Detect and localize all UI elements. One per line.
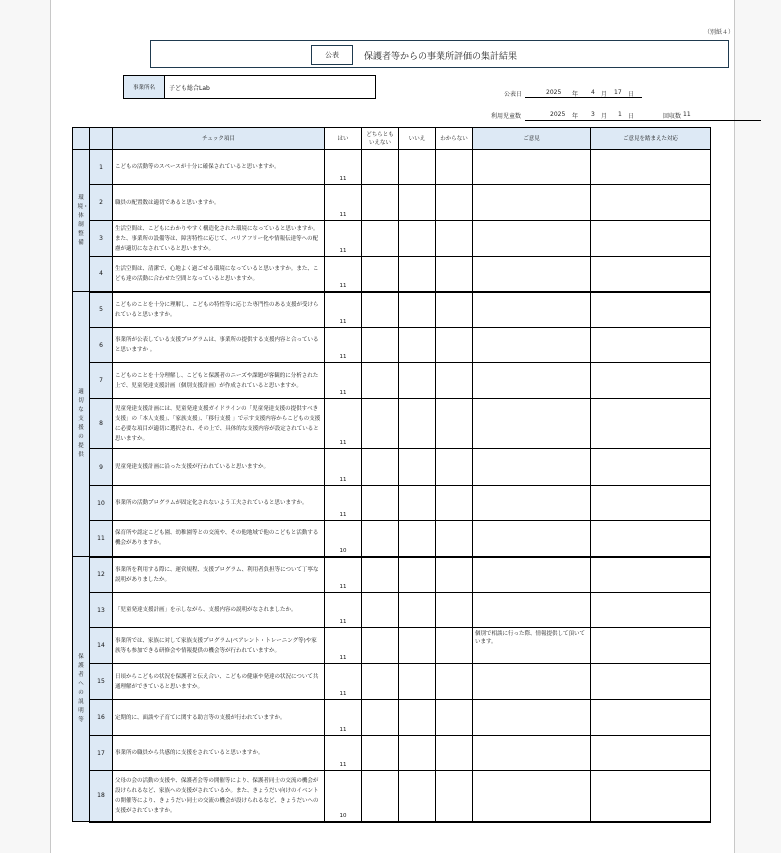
opinion-cell — [473, 221, 591, 257]
unknown-count — [436, 628, 473, 664]
users-count-underline — [525, 120, 761, 121]
office-label: 事業所名 — [124, 76, 165, 98]
yes-count: 11 — [325, 257, 362, 292]
row-number: 14 — [90, 628, 113, 664]
unknown-count — [436, 736, 473, 771]
neutral-count — [362, 185, 399, 221]
users-count-year: 2025 — [550, 111, 566, 118]
yes-count: 11 — [325, 185, 362, 221]
no-count — [399, 664, 436, 700]
no-count — [399, 486, 436, 521]
header-number — [90, 128, 113, 150]
opinion-cell — [473, 399, 591, 449]
response-cell — [591, 257, 711, 292]
unknown-count — [436, 486, 473, 521]
no-count — [399, 736, 436, 771]
check-item: 事業所では、家族に対して家族支援プログラム(ペアレント・トレーニング等)や家族等も参加できる研修会や情報提供の機会等が行われていますか。 — [113, 628, 325, 664]
users-count-month-unit: 月 — [601, 113, 608, 120]
table-row — [73, 150, 711, 185]
yes-count: 11 — [325, 449, 362, 486]
opinion-cell — [473, 257, 591, 292]
row-number: 6 — [90, 328, 113, 363]
users-count-year-unit: 年 — [572, 113, 579, 120]
response-cell — [591, 399, 711, 449]
neutral-count — [362, 150, 399, 185]
publish-date-year: 2025 — [546, 89, 562, 96]
yes-count: 11 — [325, 557, 362, 593]
row-number: 13 — [90, 593, 113, 628]
row-number: 7 — [90, 363, 113, 399]
opinion-cell — [473, 363, 591, 399]
response-cell — [591, 771, 711, 822]
neutral-count — [362, 363, 399, 399]
neutral-count — [362, 628, 399, 664]
table-row — [73, 399, 711, 449]
header-category — [73, 128, 90, 150]
neutral-count — [362, 593, 399, 628]
opinion-cell: 個別で相談に行った際、情報提供して頂いています。 — [473, 628, 591, 664]
no-count — [399, 292, 436, 328]
table-row — [73, 185, 711, 221]
unknown-count — [436, 328, 473, 363]
category-cell — [73, 557, 90, 822]
opinion-cell — [473, 593, 591, 628]
row-number: 9 — [90, 449, 113, 486]
response-cell — [591, 449, 711, 486]
neutral-count — [362, 664, 399, 700]
row-number: 2 — [90, 185, 113, 221]
header-neutral-line1: どちらとも — [366, 131, 394, 138]
publish-date-month-unit: 月 — [601, 91, 608, 98]
yes-count: 11 — [325, 150, 362, 185]
no-count — [399, 363, 436, 399]
response-cell — [591, 292, 711, 328]
table-row — [73, 664, 711, 700]
row-number: 17 — [90, 736, 113, 771]
response-cell — [591, 328, 711, 363]
check-item: こどものことを十分に理解し、こどもの特性等に応じた専門性のある支援が受けられていると思いますか。 — [113, 292, 325, 328]
no-count — [399, 593, 436, 628]
category-label: 保護者への説明等 — [78, 654, 84, 723]
row-number: 4 — [90, 257, 113, 292]
check-item: 児童発達支援計画には、児童発達支援ガイドラインの「児童発達支援の提供すべき支援」の「本人支援」、「家族支援」、「移行支援 」で示す支援内容からこどもの支援に必要な項目が適切に選択され、その上で、具体的な支援内容が設定されていると思いますか。 — [113, 399, 325, 449]
category-cell — [73, 150, 90, 292]
header-opinion: ご意見 — [473, 128, 591, 150]
unknown-count — [436, 521, 473, 557]
neutral-count — [362, 328, 399, 363]
opinion-cell — [473, 771, 591, 822]
responses-count: 11 — [683, 111, 691, 118]
check-item: 父母の会の活動の支援や、保護者会等の開催等により、保護者同士の交流の機会が設けられるなど、家族への支援がされているか。また、きょうだい向けのイベントの開催等により、きょうだい同士の交流の機会が設けられるなど、きょうだいへの支援がされていますか。 — [113, 771, 325, 822]
check-item: 事業所を利用する際に、運営規程、支援プログラム、利用者負担等について丁寧な説明がありましたか。 — [113, 557, 325, 593]
publish-date-underline — [525, 97, 642, 98]
opinion-cell — [473, 664, 591, 700]
opinion-cell — [473, 449, 591, 486]
no-count — [399, 521, 436, 557]
neutral-count — [362, 449, 399, 486]
neutral-count — [362, 257, 399, 292]
opinion-cell — [473, 486, 591, 521]
neutral-count — [362, 557, 399, 593]
response-cell — [591, 150, 711, 185]
row-number: 18 — [90, 771, 113, 822]
check-item: こどもの活動等のスペースが十分に確保されていると思いますか。 — [113, 150, 325, 185]
table-row — [73, 736, 711, 771]
yes-count: 11 — [325, 628, 362, 664]
no-count — [399, 557, 436, 593]
row-number: 5 — [90, 292, 113, 328]
check-item: 定期的に、面談や子育てに関する助言等の支援が行われていますか。 — [113, 700, 325, 736]
row-number: 11 — [90, 521, 113, 557]
check-item: 生活空間は、こどもにわかりやすく構造化された環境になっていると思いますか。また、事業所の設備等は、障害特性に応じて、バリアフリー化や情報伝達等への配慮が適切になされていると思いますか。 — [113, 221, 325, 257]
row-number: 15 — [90, 664, 113, 700]
response-cell — [591, 593, 711, 628]
table-row — [73, 593, 711, 628]
no-count — [399, 700, 436, 736]
no-count — [399, 150, 436, 185]
table-row — [73, 449, 711, 486]
table-row — [73, 328, 711, 363]
no-count — [399, 221, 436, 257]
check-item: 事業所の職員から共感的に支援をされていると思いますか。 — [113, 736, 325, 771]
table-row — [73, 292, 711, 328]
table-row — [73, 221, 711, 257]
opinion-cell — [473, 700, 591, 736]
check-item: 「児童発達支援計画」を示しながら、支援内容の説明がなされましたか。 — [113, 593, 325, 628]
document-title: 保護者等からの事業所評価の集計結果 — [364, 52, 518, 62]
no-count — [399, 399, 436, 449]
unknown-count — [436, 363, 473, 399]
unknown-count — [436, 593, 473, 628]
users-count-month: 3 — [591, 111, 595, 118]
users-count-day-unit: 日 — [628, 113, 635, 120]
check-item: 事業所の活動プログラムが固定化されないよう工夫されていると思いますか。 — [113, 486, 325, 521]
publish-date-day-unit: 日 — [628, 91, 635, 98]
opinion-cell — [473, 521, 591, 557]
response-cell — [591, 557, 711, 593]
neutral-count — [362, 700, 399, 736]
unknown-count — [436, 257, 473, 292]
row-number: 3 — [90, 221, 113, 257]
table-row — [73, 486, 711, 521]
header-no: いいえ — [399, 128, 436, 150]
neutral-count — [362, 292, 399, 328]
response-cell — [591, 700, 711, 736]
category-label: 環境・体制整備 — [77, 194, 89, 246]
responses-label: 回収数 — [663, 113, 682, 120]
yes-count: 11 — [325, 736, 362, 771]
check-item: 保育所や認定こども園、幼稚園等との交流や、その他地域で他のこどもと活動する機会がありますか。 — [113, 521, 325, 557]
no-count — [399, 185, 436, 221]
users-count-day: 1 — [618, 111, 622, 118]
header-neutral — [362, 128, 399, 150]
neutral-count — [362, 736, 399, 771]
response-cell — [591, 221, 711, 257]
no-count — [399, 328, 436, 363]
yes-count: 11 — [325, 363, 362, 399]
yes-count: 11 — [325, 292, 362, 328]
unknown-count — [436, 150, 473, 185]
check-item: 日頃からこどもの状況を保護者と伝え合い、こどもの健康や発達の状況について共通理解ができていると思いますか。 — [113, 664, 325, 700]
yes-count: 11 — [325, 221, 362, 257]
no-count — [399, 628, 436, 664]
table-row — [73, 628, 711, 664]
response-cell — [591, 486, 711, 521]
neutral-count — [362, 399, 399, 449]
response-cell — [591, 521, 711, 557]
row-number: 10 — [90, 486, 113, 521]
table-row — [73, 363, 711, 399]
opinion-cell — [473, 292, 591, 328]
public-badge: 公表 — [311, 45, 353, 65]
unknown-count — [436, 557, 473, 593]
unknown-count — [436, 185, 473, 221]
yes-count: 11 — [325, 593, 362, 628]
yes-count: 11 — [325, 399, 362, 449]
yes-count: 11 — [325, 328, 362, 363]
office-name: 子ども総合Lab — [169, 84, 210, 92]
unknown-count — [436, 771, 473, 822]
publish-date-month: 4 — [591, 89, 595, 96]
unknown-count — [436, 221, 473, 257]
check-item: 職員の配置数は適切であると思いますか。 — [113, 185, 325, 221]
unknown-count — [436, 399, 473, 449]
row-number: 8 — [90, 399, 113, 449]
neutral-count — [362, 221, 399, 257]
opinion-cell — [473, 328, 591, 363]
neutral-count — [362, 521, 399, 557]
response-cell — [591, 736, 711, 771]
publish-date-label: 公表日 — [504, 91, 523, 98]
no-count — [399, 771, 436, 822]
table-row — [73, 557, 711, 593]
check-item: 児童発達支援計画に沿った支援が行われていると思いますか。 — [113, 449, 325, 486]
unknown-count — [436, 664, 473, 700]
opinion-cell — [473, 557, 591, 593]
office-name-box — [123, 75, 376, 99]
row-number: 1 — [90, 150, 113, 185]
check-item: 生活空間は、清潔で、心地よく過ごせる環境になっていると思いますか。また、こども達の活動に合わせた空間となっていると思いますか。 — [113, 257, 325, 292]
category-label: 適切な支援の提供 — [78, 389, 84, 458]
publish-date-year-unit: 年 — [572, 91, 579, 98]
table-row — [73, 521, 711, 557]
response-cell — [591, 664, 711, 700]
table-row — [73, 257, 711, 292]
opinion-cell — [473, 150, 591, 185]
no-count — [399, 449, 436, 486]
response-cell — [591, 363, 711, 399]
table-header-row — [73, 128, 711, 150]
yes-count: 11 — [325, 700, 362, 736]
yes-count: 11 — [325, 486, 362, 521]
header-neutral-line2: いえない — [368, 139, 391, 146]
header-response: ご意見を踏まえた対応 — [591, 128, 711, 150]
unknown-count — [436, 449, 473, 486]
response-cell — [591, 185, 711, 221]
yes-count: 11 — [325, 664, 362, 700]
evaluation-table — [72, 127, 711, 823]
appendix-label: （別紙４） — [704, 29, 735, 36]
response-cell — [591, 628, 711, 664]
neutral-count — [362, 771, 399, 822]
unknown-count — [436, 292, 473, 328]
check-item: こどものことを十分理解し、こどもと保護者のニーズや課題が客観的に分析された上で、児童発達支援計画（個別支援計画）が作成されていると思いますか。 — [113, 363, 325, 399]
table-row — [73, 700, 711, 736]
row-number: 16 — [90, 700, 113, 736]
yes-count: 10 — [325, 771, 362, 822]
header-check-item: チェック項目 — [113, 128, 325, 150]
neutral-count — [362, 486, 399, 521]
publish-date-day: 17 — [614, 89, 622, 96]
yes-count: 10 — [325, 521, 362, 557]
unknown-count — [436, 700, 473, 736]
header-yes: はい — [325, 128, 362, 150]
category-cell — [73, 292, 90, 557]
header-unknown: わからない — [436, 128, 473, 150]
no-count — [399, 257, 436, 292]
row-number: 12 — [90, 557, 113, 593]
opinion-cell — [473, 736, 591, 771]
users-count-label: 利用児童数 — [491, 113, 522, 120]
table-row — [73, 771, 711, 822]
check-item: 事業所が公表している支援プログラムは、事業所の提供する支援内容と合っていると思いますか 。 — [113, 328, 325, 363]
opinion-cell — [473, 185, 591, 221]
